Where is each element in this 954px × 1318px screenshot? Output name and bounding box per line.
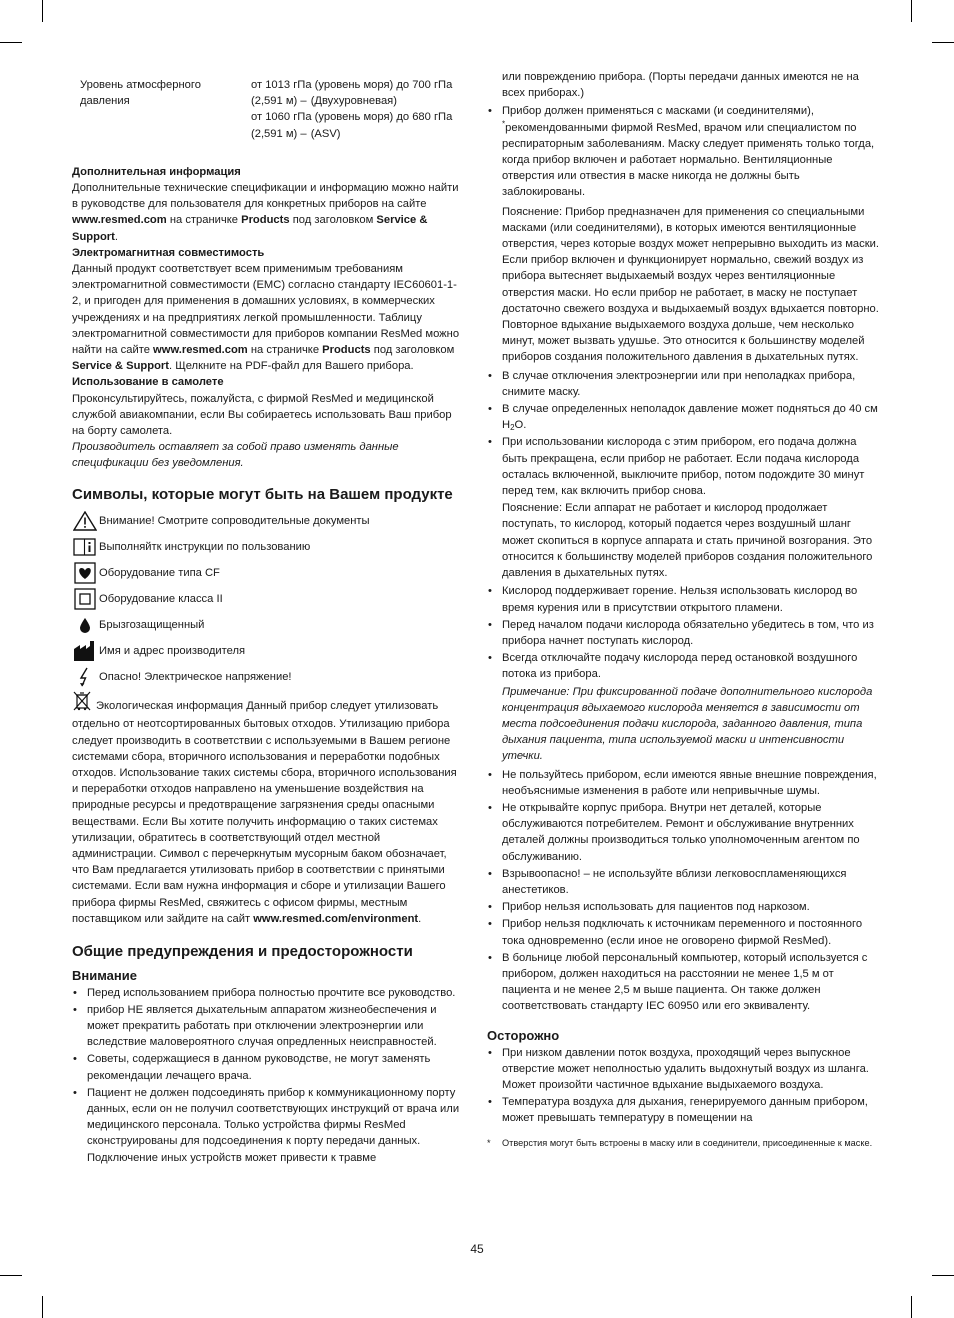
pressure-label: Уровень атмосферного давления <box>80 79 201 108</box>
eco-info-paragraph <box>72 691 464 927</box>
drip-proof-drop-icon <box>72 616 98 634</box>
warning-list <box>72 985 464 1166</box>
symbol-row <box>72 534 464 560</box>
pressure-mode: (Двухуровневая) <box>310 95 397 108</box>
instructions-book-icon <box>72 537 98 557</box>
caution-subheading: Осторожно <box>487 1027 560 1043</box>
symbol-row <box>72 560 464 586</box>
warning-list-cont <box>487 583 884 682</box>
symbols-heading: Символы, которые могут быть на Вашем продукте <box>72 485 453 503</box>
text-run: Дополнительные технические спецификации и информацию можно найти в руководстве для пользователя для конкретных приборов на сайте <box>72 182 459 211</box>
text-run: под заголовком <box>289 214 377 227</box>
list-item: • Не открывайте корпус прибора. Внутри нет деталей, которые обслуживаются потребителем. Ремонт и обслуживание внутренних деталей должны производиться только уполномоченным агентом по обслуживанию. <box>487 800 884 865</box>
list-item: • Не пользуйтесь прибором, если имеются явные внешние повреждения, необъяснимые изменения в работе или непривычные шумы. <box>487 767 884 799</box>
list-item: • прибор НЕ является дыхательным аппаратом жизнеобеспечения и может прекратить работать при отключении электроэнергии или вследствие маловероятного случая опредленных неисправностей. <box>72 1002 464 1051</box>
list-item: • Прибор нельзя использовать для пациентов под наркозом. <box>487 899 884 915</box>
products-ref: Products <box>241 214 290 227</box>
crop-mark <box>911 1296 912 1318</box>
pressure-spec-row <box>80 77 464 142</box>
note-paragraph <box>487 684 884 765</box>
list-item <box>487 103 884 200</box>
list-item: • Всегда отключайте подачу кислорода перед остановкой воздушного потока из прибора. <box>487 650 884 682</box>
subscript: 2 <box>510 423 515 433</box>
list-item: • Температура воздуха для дыхания, генерируемого данным прибором, может превышать температуру в помещении на <box>487 1094 884 1126</box>
pressure-line-text: от 1013 гПа (уровень моря) до 700 гПа (2,591 м) – <box>251 79 453 108</box>
list-item: • Перед использованием прибора полностью прочтите все руководство. <box>72 985 464 1001</box>
continuation-text: или повреждению прибора. (Порты передачи данных имеются не на всех приборах.) <box>502 71 859 100</box>
warning-list-cont <box>487 368 884 500</box>
text-run: Если аппарат не работает и кислород продолжает поступать, то кислород, который подается через воздушный шланг может скопиться в корпусе аппарата и стать причиной возгорания. Это относится к большинству моделей приборов создания положительного давления в дыхательных путях. <box>502 502 873 580</box>
high-voltage-icon <box>72 667 98 687</box>
crop-mark <box>0 1275 22 1276</box>
warning-subheading: Внимание <box>72 967 137 983</box>
text-run: на страничке <box>166 214 242 227</box>
text-run: O. <box>514 419 527 432</box>
warning-list-cont <box>487 767 884 1015</box>
text-run: Прибор предназначен для применения со специальными масками (или соединителями), в которых имеются вентиляционные отверстия, через которые воздух может непрерывно выходить из маски. Если прибор включен и функционирует нормально, свежий воздух из прибора вытесняет выдыхаемый воздух через вентиляционные отверстия маски. Но если прибор не работает, в маску не поступает достаточно свежего воздуха и выдыхаемый воздух вдыхается повторно. Повторное вдыхание выдыхаемого воздуха дольше, чем несколько минут, может вызвать удушье. Это относится к большинству моделей приборов создания положительного давления в дыхательных путях. <box>502 205 880 364</box>
text-run: рекомендованными фирмой ResMed, врачом или специалистом по респираторным заболеваниям. Маску следует применять только тогда, когда прибор включен и работает нормально. Вентиляционные отверстия или отвестия в маске никогда не должны быть заблокированы. <box>502 121 875 199</box>
environment-link[interactable]: www.resmed.com/environment <box>253 912 419 925</box>
pressure-line-text: от 1060 гПа (уровень моря) до 680 гПа (2,591 м) – <box>251 111 453 140</box>
footnote <box>487 1137 884 1149</box>
warning-triangle-icon <box>72 511 98 531</box>
support-ref: Service & Support <box>72 360 169 373</box>
left-column <box>72 77 464 1167</box>
list-item: • При использовании кислорода с этим прибором, его подача должна быть прекращена, если прибор не работает. Если подача кислорода осталась включенной, выключите прибор, потом подождите 30 минут перед тем, как включить прибор снова. <box>487 434 884 499</box>
list-item: • Взрывоопасно! – не используйте вблизи легковоспламеняющихся анестетиков. <box>487 866 884 898</box>
caution-list <box>487 1045 884 1127</box>
additional-info-text <box>72 180 464 245</box>
disclaimer-text: Производитель оставляет за собой право изменять данные спецификации без уведомления. <box>72 441 399 470</box>
list-item: • Советы, содержащиеся в данном руководстве, не могут заменять рекомендации лечащего врача. <box>72 1051 464 1083</box>
pressure-values <box>251 77 464 142</box>
footnote-mark: * <box>487 1137 491 1148</box>
text-run: В случае определенных неполадок давление может подняться до 40 см H <box>502 403 878 432</box>
text-run: При фиксированной подаче дополнительного кислорода концентрация вдыхаемого кислорода меняется в зависимости от места подсоединения подачи кислорода, заданного давления, типа дыхания пациента, типа используемой маски и интенсивности утечки. <box>502 685 873 763</box>
list-item: • Прибор нельзя подключать к источникам переменного и постоянного тока одновременно (если иное не оговорено фирмой ResMed). <box>487 916 884 948</box>
pressure-line <box>251 77 464 109</box>
pressure-line <box>251 109 464 141</box>
crop-mark <box>932 42 954 43</box>
products-ref: Products <box>322 344 371 357</box>
list-item: • Пациент не должен подсоединять прибор к коммуникационному порту данных, если он не получил соответствующих инструкций от врача или медицинского персонала. Только устройства фирмы ResMed сконструированы для подсоединения к порту передачи данных. Подключение иных устройств может привести к травме <box>72 1085 464 1166</box>
note-label: Примечание: <box>502 685 570 698</box>
page-number: 45 <box>470 1242 484 1256</box>
crop-mark <box>42 1296 43 1318</box>
symbol-row <box>72 638 464 664</box>
explanation-label: Пояснение: <box>502 205 563 218</box>
explanation-label: Пояснение: <box>502 502 563 515</box>
text-run: . <box>418 912 422 925</box>
emc-text <box>72 261 464 374</box>
pressure-mode: (ASV) <box>310 127 341 140</box>
list-item: • Перед началом подачи кислорода обязательно убедитесь в том, что из прибора начнет поступать кислород. <box>487 617 884 649</box>
text-run: . Щелкните на PDF-файл для Вашего прибора. <box>168 360 414 373</box>
emc-heading: Электромагнитная совместимость <box>72 246 265 259</box>
resmed-link[interactable]: www.resmed.com <box>153 344 248 357</box>
crop-mark <box>932 1275 954 1276</box>
aircraft-text: Проконсультируйтесь, пожалуйста, с фирмой ResMed и медицинской службой авиакомпании, если Вы собираетесь использовать Ваш прибор на борту самолета. <box>72 392 452 438</box>
footnote-text: Отверстия могут быть встроены в маску или в соединители, присоединенные к маске. <box>502 1137 873 1148</box>
warning-list-cont <box>487 103 884 200</box>
general-warnings-heading: Общие предупреждения и предосторожности <box>72 943 413 961</box>
class-ii-square-icon <box>72 588 98 610</box>
crossed-bin-icon <box>72 691 92 716</box>
crop-mark <box>0 42 22 43</box>
right-column <box>487 69 884 1149</box>
symbol-label: Брызгозащищенный <box>99 619 205 632</box>
list-item: • В случае отключения электроэнергии или при неполадках прибора, снимите маску. <box>487 368 884 400</box>
symbol-label: Оборудование класса II <box>99 593 223 606</box>
explanation-paragraph <box>487 500 884 581</box>
text-run: Прибор должен применяться с масками (и соединителями), <box>502 105 814 118</box>
crop-mark <box>42 0 43 22</box>
support-ref: Service & Support <box>72 214 428 243</box>
text-run: на страничке <box>247 344 323 357</box>
manufacturer-factory-icon <box>72 640 98 662</box>
list-item: • При низком давлении поток воздуха, проходящий через выпускное отверстие может неполностью удалить выдохнутый воздух из шланга. Может произойти частичное вдыхание выдыхаемого воздуха. <box>487 1045 884 1094</box>
eco-label: Экологическая информация <box>96 700 244 713</box>
footnote-ref: * <box>502 118 506 128</box>
resmed-link[interactable]: www.resmed.com <box>72 214 167 227</box>
type-cf-heart-icon <box>72 562 98 584</box>
crop-mark <box>911 0 912 22</box>
symbol-label: Выполняйтк инструкции по пользованию <box>99 541 311 554</box>
symbol-label: Внимание! Смотрите сопроводительные документы <box>99 515 370 528</box>
symbol-label: Оборудование типа CF <box>99 567 220 580</box>
additional-info-heading: Дополнительная информация <box>72 165 241 178</box>
explanation-paragraph <box>487 204 884 366</box>
symbol-label: Опасно! Электрическое напряжение! <box>99 671 292 684</box>
text-run: . <box>114 230 118 243</box>
symbol-row <box>72 508 464 534</box>
eco-text: Данный прибор следует утилизовать отдельно от неотсортированных бытовых отходов. Утилизацию прибора следует производить в соответствии с используемыми в Вашем регионе системами сбора, вторичного использования и переработки подобных отходов. Использование таких системы сбора, вторичного использования и переработки отходов направлено на уменьшение воздействия на природные ресурсы и предотвращение загрязнения среды опасными веществами. Если Вы хотите получить информацию о таких системах утилизации, обратитесь в соответствующий отдел местной администрации. Символ с перечеркнутым мусорным баком обозначает, что Вам предлагается утилизовать прибор в соответствии с принятыми системами. Если вам нужна информация и сборе и утилизации Вашего прибора фирмы ResMed, свяжитесь с офисом фирмы, местным поставщиком или зайдите на сайт <box>72 700 457 925</box>
symbol-label: Имя и адрес производителя <box>99 645 246 658</box>
list-item: • В больнице любой персональный компьютер, который используется с прибором, должен находиться на расстоянии не менее 1,5 м от пациента и не менее 2,5 м выше пациента. Он также должен соответствовать стандарту IEC 60950 или его эквиваленту. <box>487 950 884 1015</box>
symbol-row <box>72 612 464 638</box>
text-run: Данный продукт соответствует всем применимым требованиям электромагнитной совместимости (EMC) согласно стандарту IEC60601-1-2, и пригоден для применения в домашних условиях, в коммерческих учреждениях и на предприятиях легкой промышленности. Таблицу электромагнитной совместимости для приборов компании ResMed можно найти на сайте <box>72 263 460 357</box>
aircraft-heading: Использование в самолете <box>72 376 224 389</box>
list-item: • Кислород поддерживает горение. Нельзя использовать кислород во время курения или в присутствии открытого пламени. <box>487 583 884 615</box>
text-run: под заголовком <box>370 344 455 357</box>
symbol-row <box>72 586 464 612</box>
list-item <box>487 401 884 433</box>
symbol-row <box>72 664 464 690</box>
